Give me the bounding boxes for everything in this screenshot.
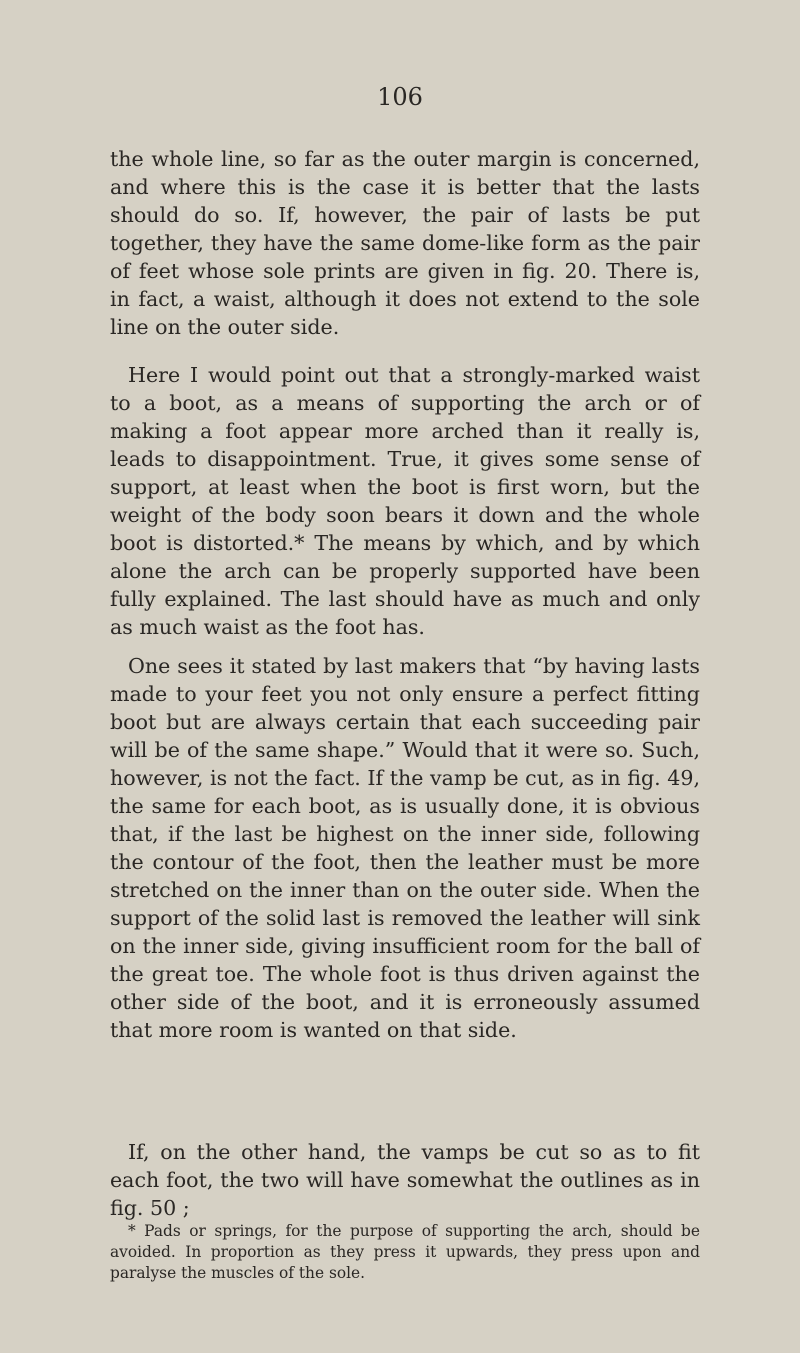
page-number: 106 [377, 83, 423, 111]
paragraph-last-makers: One sees it stated by last makers that “by having lasts made to your feet you not only ensure a perfect fitting boot but are always certain that each succeeding pair will be of the same shape.” Would that it were so. Such, however, is not the fact. If the vamp be cut, as in fig. 49, the same for each boot, as is usually done, it is obvious that, if the last be highest on the inner side, following the contour of the foot, then the leather must be more stretched on the inner than on the outer side. When the support of the solid last is removed the leather will sink on the inner side, giving insufficient room for the ball of the great toe. The whole foot is thus driven against the other side of the boot, and it is erroneously assumed that more room is wanted on that side. [110, 654, 700, 1042]
paragraph-waist-warning: Here I would point out that a strongly-marked waist to a boot, as a means of supporting the arch or of making a foot appear more arched than it really is, leads to disappointment. True, it gives some sense of support, at least when the boot is first worn, but the weight of the body soon bears it down and the whole boot is distorted.* The means by which, and by which alone the arch can be properly supported have been fully explained. The last should have as much and only as much waist as the foot has. [110, 363, 700, 639]
paragraph-continuation: the whole line, so far as the outer margin is concerned, and where this is the case it is better that the lasts should do so. If, however, the pair of lasts be put together, they have the same dome-like form as the pair of feet whose sole prints are given in fig. 20. There is, in fact, a waist, although it does not extend to the sole line on the outer side. [110, 147, 700, 339]
paragraph-vamps: If, on the other hand, the vamps be cut so as to fit each foot, the two will have somewhat the outlines as in fig. 50 ; [110, 1140, 700, 1220]
footnote: * Pads or springs, for the purpose of supporting the arch, should be avoided. In proportion as they press it upwards, they press upon and paralyse the muscles of the sole. [110, 1222, 700, 1282]
